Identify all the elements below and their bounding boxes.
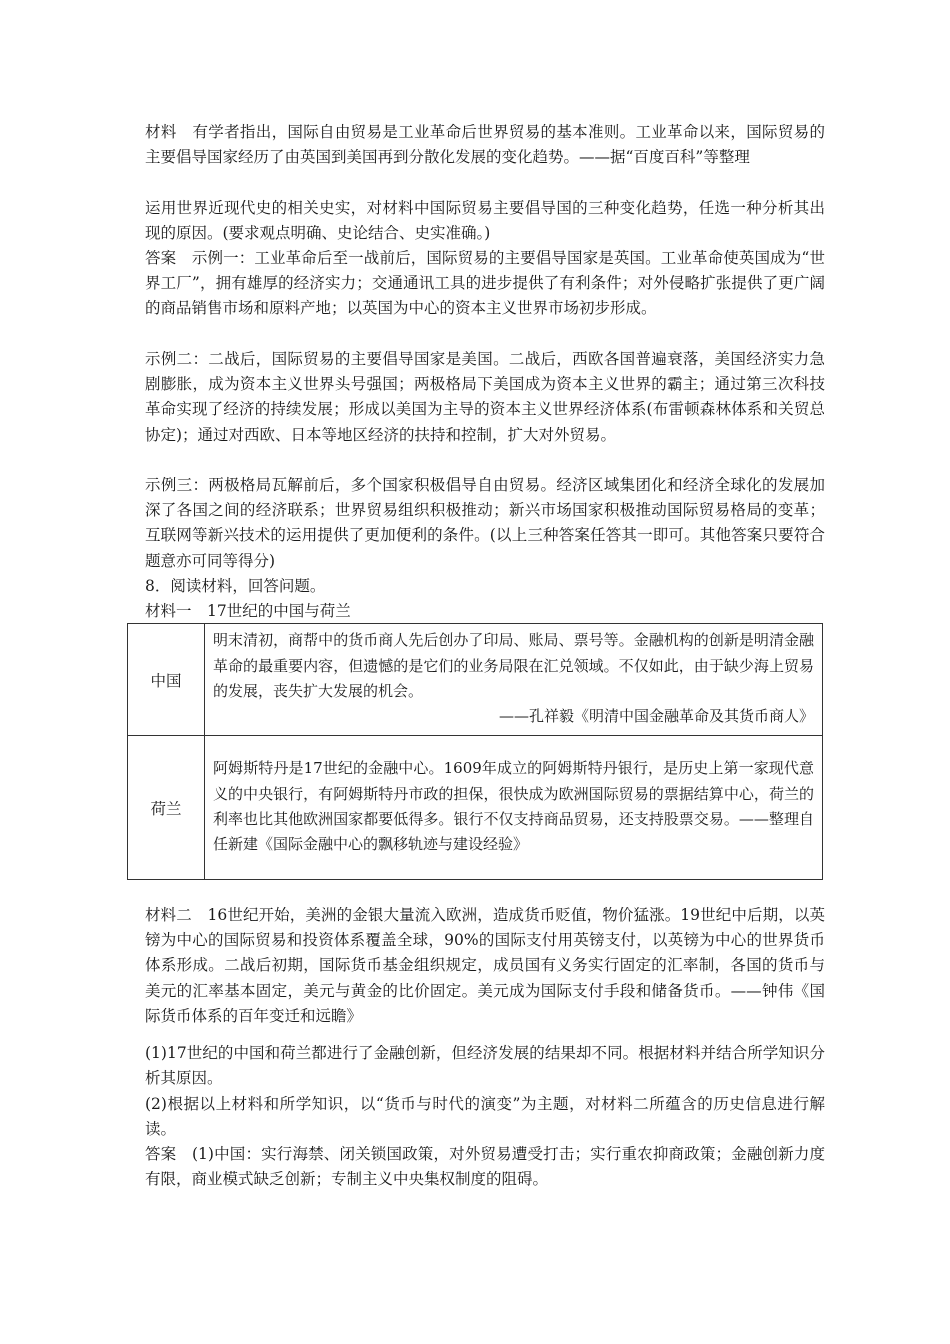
answer-example-2: 示例二：二战后，国际贸易的主要倡导国家是美国。二战后，西欧各国普遍衰落，美国经济实力急剧膨胀，成为资本主义世界头号强国；两极格局下美国成为资本主义世界的霸主；通过第三次科技革命实现了经济的持续发展；形成以美国为主导的资本主义世界经济体系(布雷顿森林体系和关贸总协定)；通过对西欧、日本等地区经济的扶持和控制，扩大对外贸易。 <box>145 350 825 444</box>
table-row <box>128 736 823 880</box>
content-cell <box>205 624 823 736</box>
material-paragraph: 材料 有学者指出，国际自由贸易是工业革命后世界贸易的基本准则。工业革命以来，国际贸易的主要倡导国家经历了由英国到美国再到分散化发展的变化趋势。——据“百度百科”等整理 <box>145 123 825 167</box>
country-cell: 中国 <box>128 624 205 736</box>
answer-example-1: 答案 示例一：工业革命后至一战前后，国际贸易的主要倡导国家是英国。工业革命使英国成为“世界工厂”，拥有雄厚的经济实力；交通通讯工具的进步提供了有利条件；对外侵略扩张提供了更广阔的商品销售市场和原料产地；以英国为中心的资本主义世界市场初步形成。 <box>145 249 825 318</box>
material-1-title: 材料一 17世纪的中国与荷兰 <box>145 602 351 620</box>
answer-example-3: 示例三：两极格局瓦解前后，多个国家积极倡导自由贸易。经济区域集团化和经济全球化的发展加深了各国之间的经济联系；世界贸易组织积极推动；新兴市场国家积极推动国际贸易格局的变革；互联网等新兴技术的运用提供了更加便利的条件。(以上三种答案任答其一即可。其他答案只要符合题意亦可同等得分) <box>145 476 825 570</box>
cell-text: 阿姆斯特丹是17世纪的金融中心。1609年成立的阿姆斯特丹银行，是历史上第一家现代意义的中央银行，有阿姆斯特丹市政的担保，很快成为欧洲国际贸易的票据结算中心，荷兰的利率也比其他欧洲国家都要低得多。银行不仅支持商品贸易，还支持股票交易。——整理自任新建《国际金融中心的飘移轨迹与建设经验》 <box>213 759 814 854</box>
material-1-table <box>127 623 823 880</box>
content-cell <box>205 736 823 880</box>
question-paragraph: 运用世界近现代史的相关史实，对材料中国际贸易主要倡导国的三种变化趋势，任选一种分析其出现的原因。(要求观点明确、史论结合、史实准确。) <box>145 199 825 243</box>
cell-text: 明末清初，商帮中的货币商人先后创办了印局、账局、票号等。金融机构的创新是明清金融革命的最重要内容，但遗憾的是它们的业务局限在汇兑领域。不仅如此，由于缺少海上贸易的发展，丧失扩大发展的机会。 <box>213 631 814 700</box>
sub-question-1: (1)17世纪的中国和荷兰都进行了金融创新，但经济发展的结果却不同。根据材料并结合所学知识分析其原因。 <box>145 1044 825 1088</box>
sub-question-2: (2)根据以上材料和所学知识，以“货币与时代的演变”为主题，对材料二所蕴含的历史信息进行解读。 <box>145 1095 825 1139</box>
cell-source: ——孔祥毅《明清中国金融革命及其货币商人》 <box>498 707 814 726</box>
table-row <box>128 624 823 736</box>
material-2-paragraph: 材料二 16世纪开始，美洲的金银大量流入欧洲，造成货币贬值，物价猛涨。19世纪中后期，以英镑为中心的国际贸易和投资体系覆盖全球，90%的国际支付用英镑支付，以英镑为中心的世界货币体系形成。二战后初期，国际货币基金组织规定，成员国有义务实行固定的汇率制，各国的货币与美元的汇率基本固定，美元与黄金的比价固定。美元成为国际支付手段和储备货币。——钟伟《国际货币体系的百年变迁和远瞻》 <box>145 906 825 1025</box>
question-8-heading: 8．阅读材料，回答问题。 <box>145 577 326 595</box>
country-cell: 荷兰 <box>128 736 205 880</box>
answer-paragraph: 答案 (1)中国：实行海禁、闭关锁国政策，对外贸易遭受打击；实行重农抑商政策；金融创新力度有限，商业模式缺乏创新；专制主义中央集权制度的阻碍。 <box>145 1145 825 1189</box>
